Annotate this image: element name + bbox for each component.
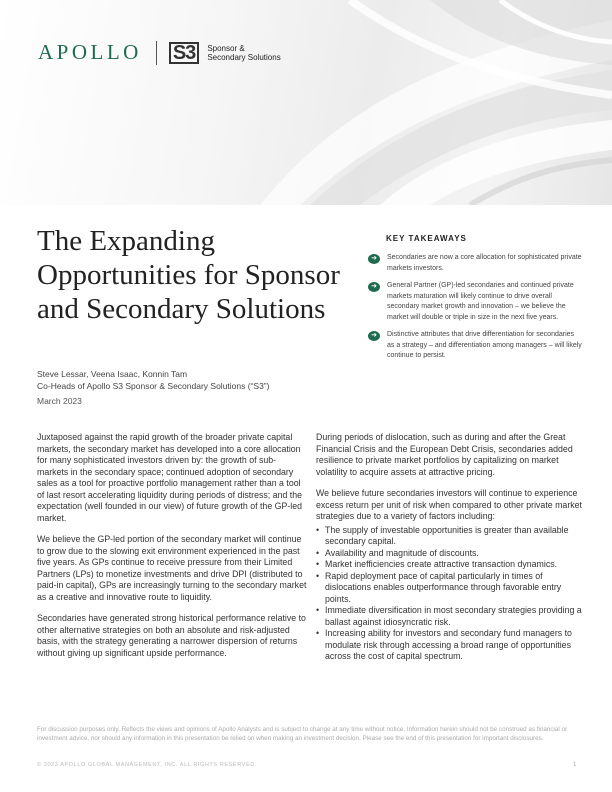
factors-list [316,525,586,663]
author-role: Co-Heads of Apollo S3 Sponsor & Secondary Solutions (“S3”) [37,381,270,391]
factor-item: • Rapid deployment pace of capital particularly in times of dislocations enables outperformance through favorable entry points. [316,571,586,606]
body-column-left [37,432,307,669]
authors-block [37,368,269,392]
abstract-waves-graphic [0,0,612,205]
body-column-right [316,432,586,663]
key-takeaway-item [368,253,583,274]
s3-line-2: Secondary Solutions [207,52,281,62]
logo-divider [156,41,157,65]
s3-logo-mark: S3 [169,42,199,64]
body-paragraph: Juxtaposed against the rapid growth of the broader private capital markets, the secondary market has developed into a core allocation for many sophisticated investors driven by: the growth of sub-markets in the secondary space; continued adoption of secondary sales as a tool for proactive portfolio management rather than a tool of last resort accelerating liquidity during periods of distress; and the expectation (well founded in our view) of future growth of the GP-led market. [37,432,303,523]
factor-item: • Availability and magnitude of discounts. [316,548,586,560]
factor-item: • The supply of investable opportunities is greater than available secondary capital. [316,525,586,548]
s3-line-1: Sponsor & [207,43,245,53]
page-number: 1 [573,762,577,768]
key-takeaway-text: Distinctive attributes that drive differentiation for secondaries as a strategy – and differentiation among managers – will likely continue to persist. [387,331,582,359]
key-takeaway-item [368,281,583,323]
page-title: The Expanding Opportunities for Sponsor and Secondary Solutions [37,225,340,325]
publication-date: March 2023 [37,396,82,406]
cover-banner [0,0,612,205]
factor-item: • Market inefficiencies create attractive transaction dynamics. [316,559,586,571]
body-paragraph: We believe future secondaries investors will continue to experience excess return per unit of risk when compared to other private market strategies due to a variety of factors including: [316,488,582,521]
body-paragraph: We believe the GP-led portion of the secondary market will continue to grow due to the slowing exit environment experienced in the past five years. As GPs continue to receive pressure from their Limited Partners (LPs) to monetize investments and drive DPI (distributed to paid-in capital), GPs are increasingly turning to the secondary market as a creative and innovative route to liquidity. [37,534,307,602]
arrow-right-icon: ➜ [368,254,380,264]
copyright: © 2023 APOLLO GLOBAL MANAGEMENT, INC. ALL RIGHTS RESERVED. [37,762,257,768]
body-paragraph: Secondaries have generated strong historical performance relative to other alternative strategies on both an absolute and risk-adjusted basis, with the strategy generating a narrower dispersion of returns without giving up significant upside performance. [37,613,306,658]
author-names: Steve Lessar, Veena Isaac, Konnin Tam [37,369,188,379]
factor-item: • Increasing ability for investors and secondary fund managers to modulate risk through accessing a broad range of opportunities across the cost of capital spectrum. [316,628,586,663]
factor-item: • Immediate diversification in most secondary strategies providing a ballast against idiosyncratic risk. [316,605,586,628]
key-takeaway-item [368,330,583,362]
key-takeaways-heading: KEY TAKEAWAYS [386,234,467,243]
key-takeaway-text: General Partner (GP)-led secondaries and continued private markets maturation will likely continue to drive overall secondary market growth and innovation – we believe the market will double or triple in size in the next five years. [387,282,574,321]
key-takeaway-text: Secondaries are now a core allocation for sophisticated private markets investors. [387,254,582,272]
header-logo [38,40,281,65]
arrow-right-icon: ➜ [368,331,380,341]
disclaimer: For discussion purposes only. Reflects the views and opinions of Apollo Analysts and is subject to change at any time without notice. Information herein should not be construed as financial or investment advice, nor should any information in this presentation be relied on when making an investment decision. Please see the end of this presentation for important disclosures. [37,726,568,742]
key-takeaways-list [368,253,583,369]
apollo-logo: APOLLO [38,40,142,64]
body-paragraph: During periods of dislocation, such as during and after the Great Financial Crisis and the European Debt Crisis, secondaries added resilience to private market portfolios by capitalizing on market volatility to acquire assets at attractive pricing. [316,432,573,477]
s3-logo-text [207,44,280,62]
arrow-right-icon: ➜ [368,282,380,292]
